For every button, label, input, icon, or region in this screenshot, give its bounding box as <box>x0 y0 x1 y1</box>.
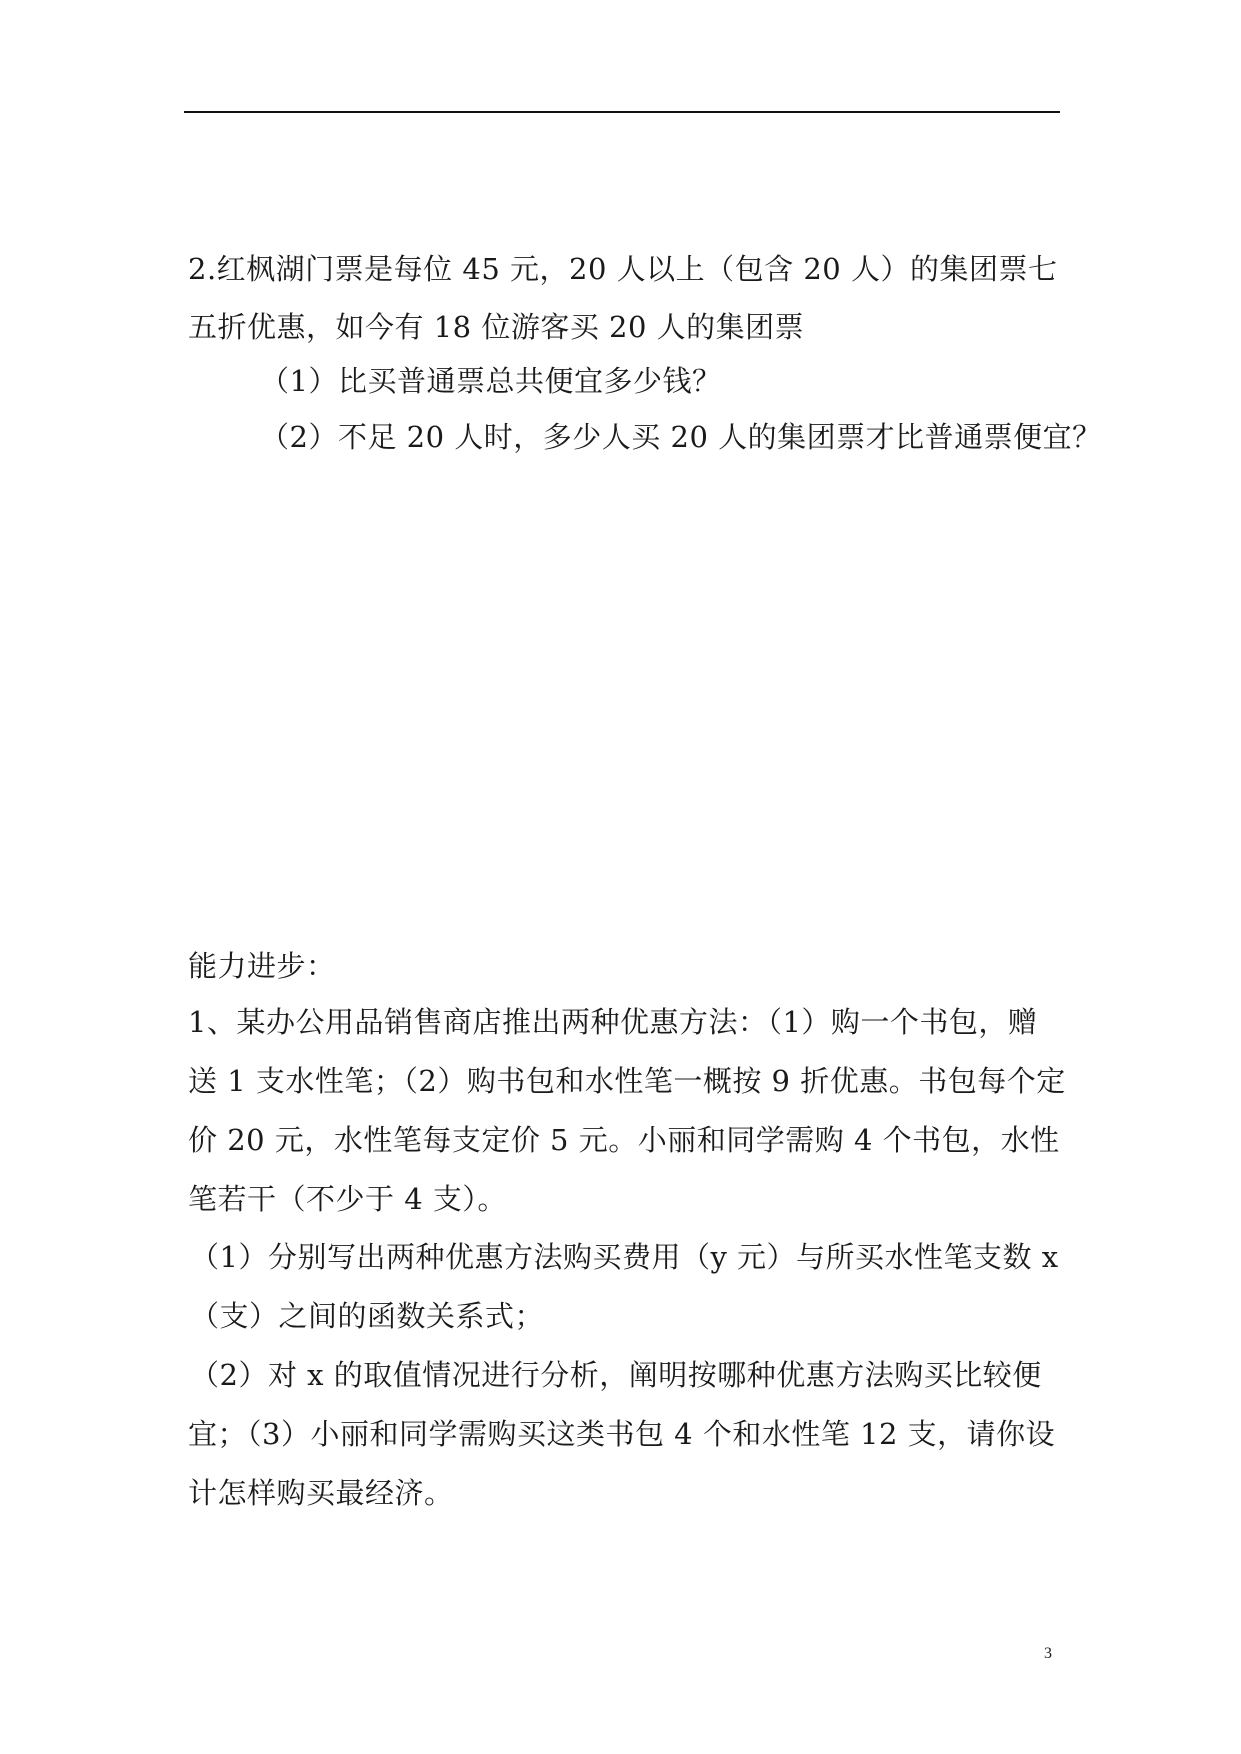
ability-question-1-line-2: （支）之间的函数关系式； <box>190 1299 545 1333</box>
problem-2-question-1: （1）比买普通票总共便宜多少钱？ <box>260 364 722 398</box>
ability-question-2-line-3: 计怎样购买最经济。 <box>188 1476 454 1510</box>
ability-problem-1-line-4: 笔若干（不少于 4 支）。 <box>188 1182 507 1216</box>
ability-question-2-line-2: 宜；（3）小丽和同学需购买这类书包 4 个和水性笔 12 支，请你设 <box>188 1417 1056 1451</box>
ability-problem-1-line-1: 1、某办公用品销售商店推出两种优惠方法：（1）购一个书包，赠 <box>188 1005 1038 1039</box>
header-rule <box>184 111 1060 113</box>
problem-2-question-2: （2）不足 20 人时，多少人买 20 人的集团票才比普通票便宜？ <box>260 420 1102 454</box>
ability-problem-1-line-3: 价 20 元，水性笔每支定价 5 元。小丽和同学需购 4 个书包，水性 <box>188 1123 1060 1157</box>
problem-2-line-1: 2.红枫湖门票是每位 45 元，20 人以上（包含 20 人）的集团票七 <box>188 252 1058 286</box>
ability-question-2-line-1: （2）对 x 的取值情况进行分析，阐明按哪种优惠方法购买比较便 <box>190 1358 1042 1392</box>
ability-heading: 能力进步： <box>188 949 336 983</box>
problem-2-line-2: 五折优惠，如今有 18 位游客买 20 人的集团票 <box>188 310 805 344</box>
ability-question-1-line-1: （1）分别写出两种优惠方法购买费用（y 元）与所买水性笔支数 x <box>190 1240 1059 1274</box>
page-number: 3 <box>1044 1645 1052 1662</box>
ability-problem-1-line-2: 送 1 支水性笔；（2）购书包和水性笔一概按 9 折优惠。书包每个定 <box>188 1064 1066 1098</box>
